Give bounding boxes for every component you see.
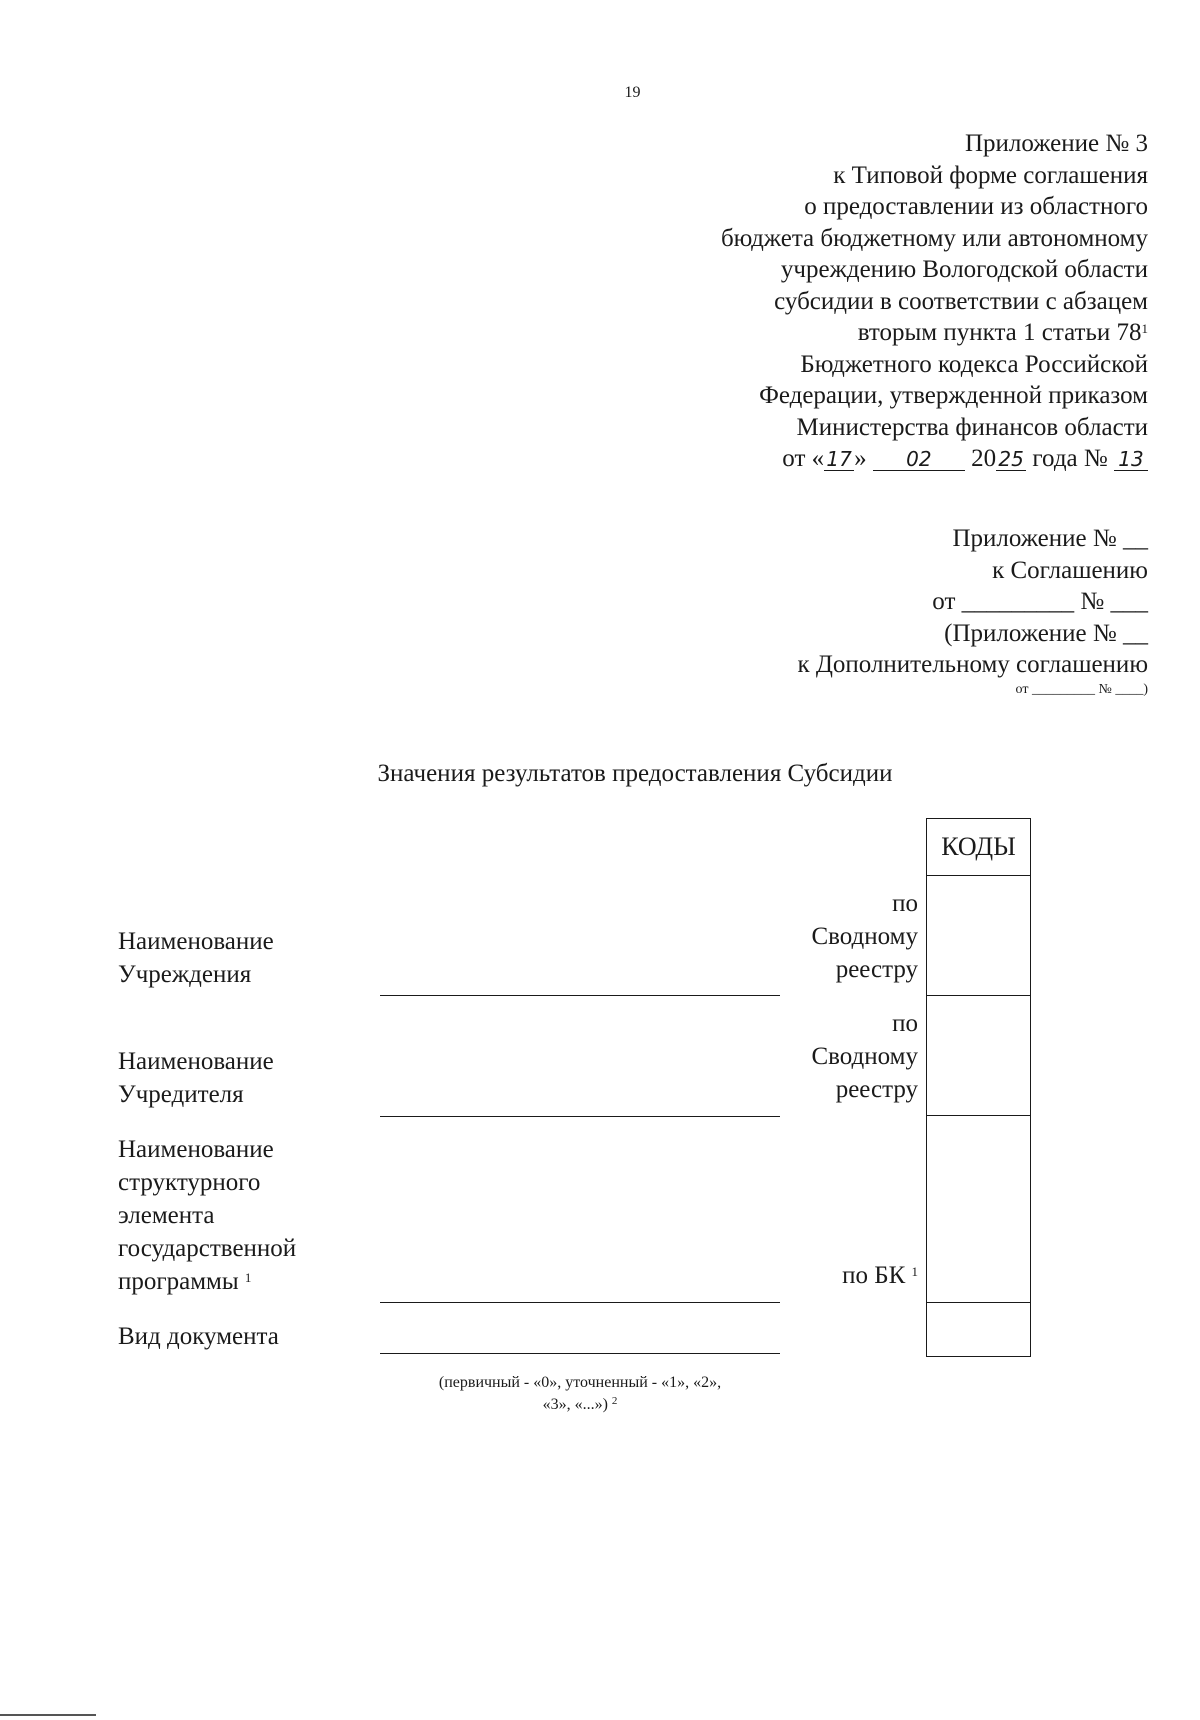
document-title: Значения результатов предоставления Субсидии [377, 760, 893, 787]
annex-line: от _________ № ___ [932, 588, 1148, 615]
label-line: по [892, 1010, 918, 1037]
code-cell-document-type[interactable] [927, 1303, 1030, 1355]
consolidated-registry-label [718, 1007, 918, 1106]
header-line [721, 317, 1148, 349]
handwritten-day: 17 [824, 448, 854, 471]
handwritten-month: 02 [873, 448, 965, 471]
codes-table [926, 818, 1031, 1357]
scan-edge-mark [0, 1714, 96, 1716]
handwritten-year: 25 [996, 448, 1026, 471]
header-line: Приложение № 3 [964, 130, 1148, 157]
header-line: Бюджетного кодекса Российской [800, 350, 1148, 378]
hint-text: «3», «...») [542, 1396, 608, 1413]
footnote-mark: 1 [911, 1264, 918, 1279]
code-cell-registry-2[interactable] [927, 996, 1030, 1116]
label-line: Наименование [118, 1048, 274, 1075]
program-element-label [118, 1133, 296, 1298]
handwritten-order-number: 13 [1114, 448, 1148, 471]
document-type-hint [380, 1372, 780, 1416]
code-cell-registry-1[interactable] [927, 876, 1030, 996]
institution-label [118, 925, 274, 991]
label-line: государственной [118, 1235, 297, 1262]
label-text: по БК [842, 1262, 906, 1289]
label-line [118, 1265, 296, 1298]
page-number: 19 [624, 84, 641, 101]
label-line: реестру [835, 956, 918, 983]
label-line: структурного [118, 1169, 261, 1196]
annex-line: к Дополнительному соглашению [797, 651, 1148, 678]
hint-line [380, 1394, 780, 1416]
header-line: Министерства финансов области [796, 413, 1148, 441]
program-element-line[interactable] [380, 1302, 780, 1303]
footnote-mark: 1 [244, 1270, 252, 1285]
header-line-text: вторым пункта 1 статьи 78 [857, 319, 1142, 346]
label-text: программы [118, 1268, 239, 1295]
header-line: бюджета бюджетному или автономному [720, 224, 1148, 252]
year-prefix: 20 [971, 445, 997, 472]
appendix-header [721, 128, 1148, 475]
label-line: реестру [835, 1076, 918, 1103]
label-line: Учредителя [118, 1081, 244, 1108]
order-date-line [721, 443, 1148, 475]
header-line: учреждению Вологодской области [780, 256, 1148, 283]
institution-name-line[interactable] [380, 995, 780, 996]
label-line: Наименование [118, 928, 274, 955]
budget-code-label [718, 1259, 918, 1292]
annex-reference [797, 523, 1148, 699]
code-cell-budget-code[interactable] [927, 1116, 1030, 1303]
label-line: по [892, 890, 918, 917]
header-line: к Типовой форме соглашения [833, 161, 1148, 189]
annex-line: Приложение № __ [952, 525, 1148, 552]
document-type-line[interactable] [380, 1353, 780, 1354]
header-line: о предоставлении из областного [804, 193, 1148, 220]
year-tail: года № [1032, 445, 1108, 472]
label-line: элемента [118, 1202, 215, 1229]
founder-name-line[interactable] [380, 1116, 780, 1117]
label-line: Сводному [811, 923, 918, 950]
consolidated-registry-label [718, 887, 918, 986]
date-mid: » [854, 445, 867, 472]
header-line: Федерации, утвержденной приказом [759, 382, 1148, 409]
footnote-mark: 1 [1141, 321, 1148, 336]
date-prefix: от « [782, 445, 825, 472]
founder-label [118, 1045, 274, 1111]
codes-header: КОДЫ [927, 819, 1030, 876]
annex-line: к Соглашению [992, 556, 1148, 584]
header-line: субсидии в соответствии с абзацем [774, 287, 1148, 315]
label-line: Сводному [811, 1043, 918, 1070]
label-line: Учреждения [118, 961, 252, 988]
footnote-mark: 2 [611, 1395, 618, 1407]
annex-line: (Приложение № __ [944, 619, 1148, 647]
annex-line: от _________ № ____) [1015, 681, 1148, 697]
hint-line: (первичный - «0», уточненный - «1», «2», [438, 1374, 722, 1391]
document-type-label: Вид документа [118, 1323, 279, 1350]
label-line: Наименование [118, 1136, 274, 1163]
